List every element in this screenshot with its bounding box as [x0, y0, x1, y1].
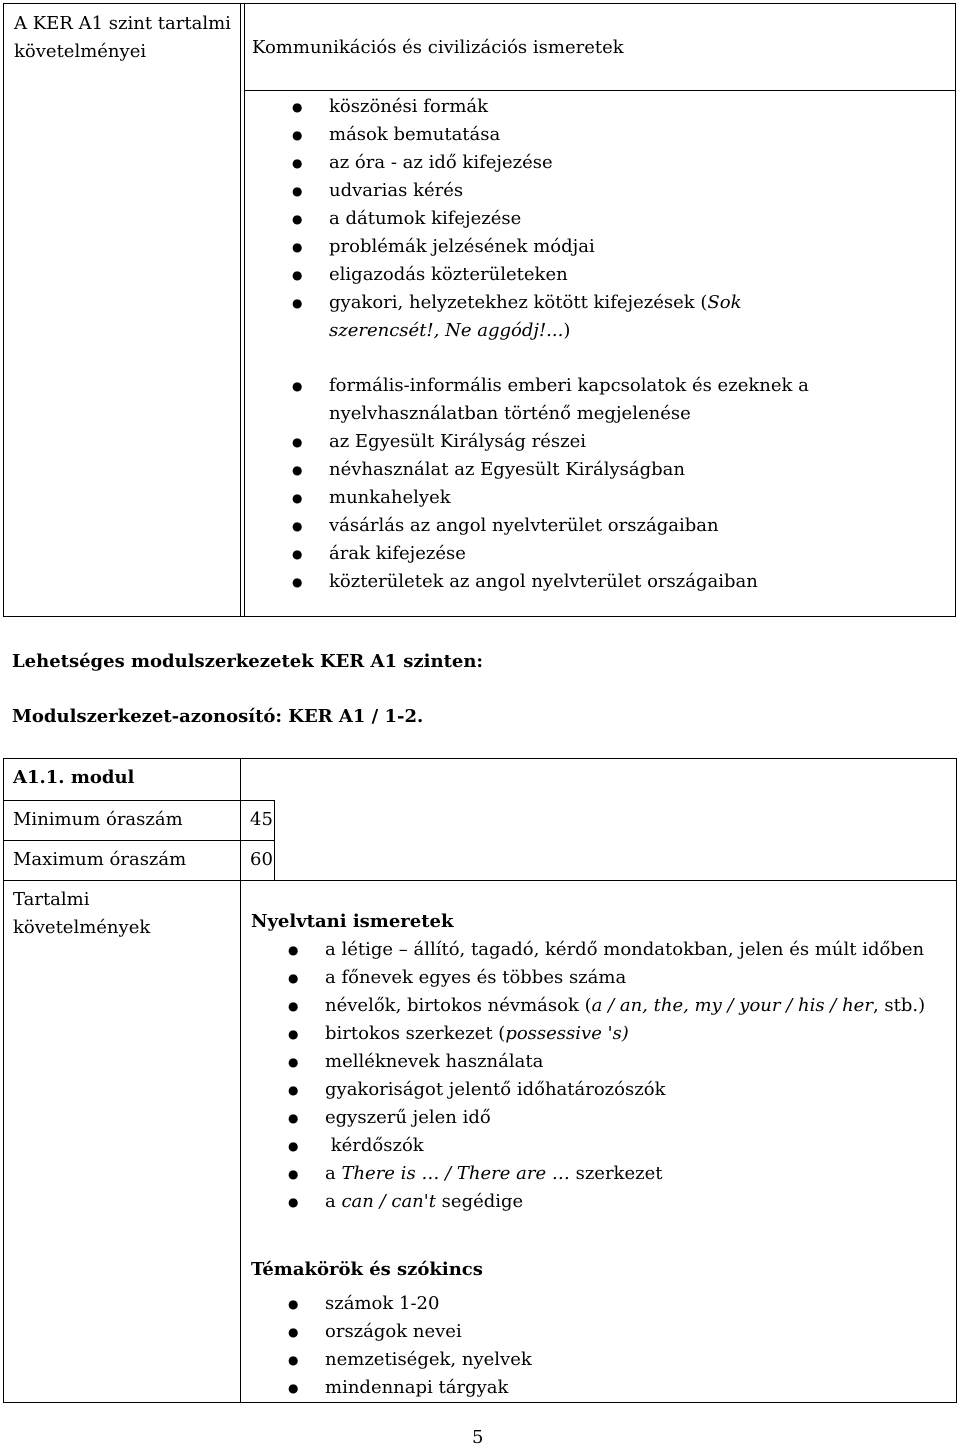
list-item-text: birtokos szerkezet ( [325, 1023, 506, 1044]
list-item: ● egyszerű jelen idő [252, 1104, 952, 1132]
table-divider [3, 840, 275, 841]
topics-heading: Témakörök és szókincs [251, 1259, 483, 1280]
list-item [252, 1020, 952, 1048]
table-border [3, 758, 4, 1403]
list-item: ● udvarias kérés [256, 177, 946, 205]
list-item: ● eligazodás közterületeken [256, 261, 946, 289]
list-item: ● számok 1-20 [252, 1290, 852, 1318]
table-border [3, 1402, 957, 1403]
list-item-example: Sok szerencsét!, Ne aggódj!... [329, 292, 742, 341]
table-divider [240, 4, 241, 616]
list-item: ● árak kifejezése [256, 540, 816, 568]
list-item: ● az óra - az idő kifejezése [256, 149, 946, 177]
list-item-text: gyakori, helyzetekhez kötött kifejezések ( [329, 292, 708, 313]
min-hours-value: 45 [250, 809, 273, 830]
communication-heading: Kommunikációs és civilizációs ismeretek [252, 37, 624, 58]
module-structures-heading: Lehetséges modulszerkezetek KER A1 szinten: [12, 651, 484, 672]
table-divider [274, 800, 275, 880]
grammar-heading: Nyelvtani ismeretek [251, 911, 454, 932]
list-item-example: There is … / There are … [341, 1163, 570, 1184]
list-item: ● munkahelyek [256, 484, 816, 512]
list-item: ● országok nevei [252, 1318, 852, 1346]
topics-list [252, 1290, 852, 1402]
list-item: ● a dátumok kifejezése [256, 205, 946, 233]
max-hours-value: 60 [250, 849, 273, 870]
requirements-table [3, 3, 956, 617]
table-divider [3, 880, 957, 881]
list-item: ● névhasználat az Egyesült Királyságban [256, 456, 816, 484]
table-border [956, 758, 957, 1403]
list-item-text: , stb.) [872, 995, 926, 1016]
table-divider [3, 800, 275, 801]
table-divider [240, 758, 241, 1403]
list-item: ● gyakoriságot jelentő időhatározószók [252, 1076, 952, 1104]
list-item [252, 1188, 952, 1216]
civilization-list [256, 372, 816, 596]
list-item-text: a [325, 1191, 342, 1212]
list-item: ● vásárlás az angol nyelvterület országaiban [256, 512, 816, 540]
module-table [3, 758, 956, 1403]
list-item-text: névelők, birtokos névmások ( [325, 995, 592, 1016]
list-item-text: szerkezet [569, 1163, 663, 1184]
list-item: ● a létige – állító, tagadó, kérdő mondatokban, jelen és múlt időben [252, 936, 952, 964]
list-item: ● mindennapi tárgyak [252, 1374, 852, 1402]
table-divider [244, 90, 955, 91]
list-item [252, 1160, 952, 1188]
list-item-text: segédige [435, 1191, 524, 1212]
list-item: ● nemzetiségek, nyelvek [252, 1346, 852, 1374]
list-item: ● a főnevek egyes és többes száma [252, 964, 952, 992]
list-item: ● formális-informális emberi kapcsolatok és ezeknek a nyelvhasználatban történő megjelenése [256, 372, 816, 428]
list-item: ● közterületek az angol nyelvterület országaiban [256, 568, 816, 596]
table-divider [244, 4, 245, 616]
list-item [252, 992, 952, 1020]
list-item-example: possessive 's) [505, 1023, 629, 1044]
module-title: A1.1. modul [13, 767, 135, 788]
communication-list [256, 93, 946, 345]
list-item-text: ) [563, 320, 571, 341]
list-item: ● mások bemutatása [256, 121, 946, 149]
max-hours-label: Maximum óraszám [13, 849, 187, 870]
list-item-example: a / an, the, my / your / his / her [591, 995, 873, 1016]
level-requirements-label: A KER A1 szint tartalmi követelményei [14, 13, 231, 62]
module-structure-id: Modulszerkezet-azonosító: KER A1 / 1-2. [12, 706, 424, 727]
list-item: ● problémák jelzésének módjai [256, 233, 946, 261]
grammar-list [252, 936, 952, 1216]
list-item-example: can / can't [341, 1191, 436, 1212]
list-item: ● az Egyesült Királyság részei [256, 428, 816, 456]
content-requirements-label: Tartalmi követelmények [13, 889, 151, 938]
list-item-text: a [325, 1163, 342, 1184]
list-item: ● kérdőszók [252, 1132, 952, 1160]
list-item [256, 289, 809, 345]
min-hours-label: Minimum óraszám [13, 809, 183, 830]
table-border [3, 758, 957, 759]
list-item: ● melléknevek használata [252, 1048, 952, 1076]
page-number: 5 [472, 1427, 484, 1448]
list-item: ● köszönési formák [256, 93, 946, 121]
